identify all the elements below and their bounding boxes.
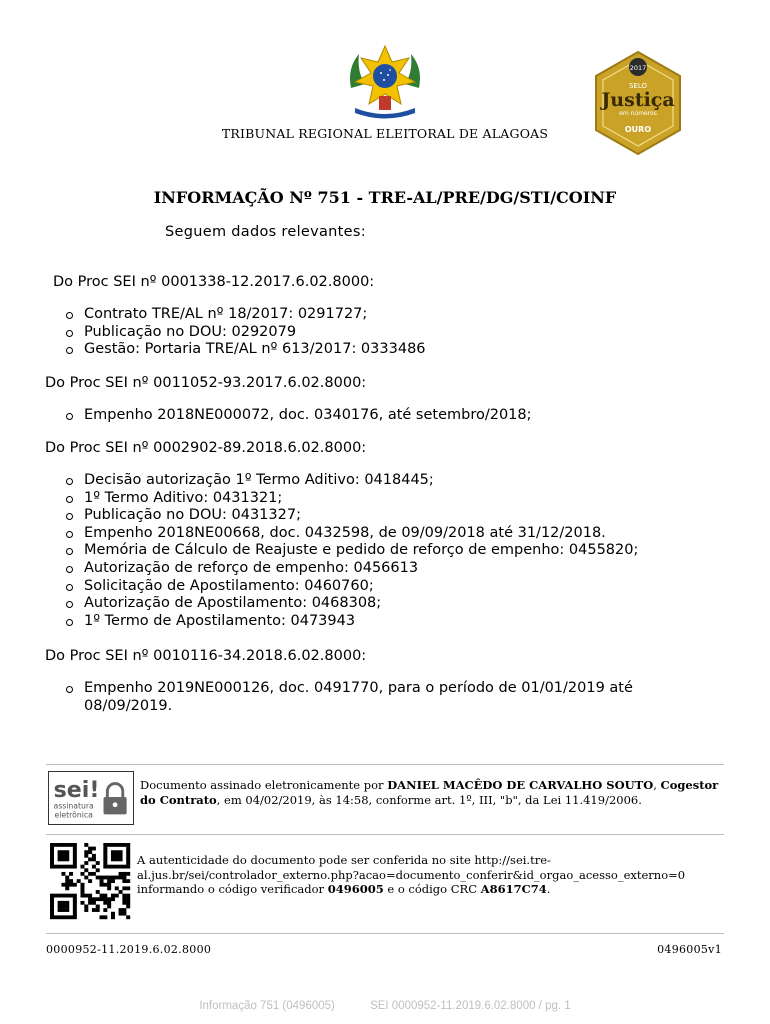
authenticity-text: A autenticidade do documento pode ser conferida no site http://sei.tre-al.jus.br/sei/controlador_externo.php?acao=documento_conferir&id_orgao_acesso_externo=0 informando o código verificador 0496005 e o código CRC A8617C74. (137, 853, 686, 896)
svg-text:SELO: SELO (628, 82, 648, 90)
section-list (62, 472, 638, 630)
list-item: Publicação no DOU: 0431327; (62, 507, 638, 525)
list-item: 1º Termo de Apostilamento: 0473943 (62, 613, 638, 631)
svg-text:sei!: sei! (53, 777, 100, 804)
section-heading: Do Proc SEI nº 0011052-93.2017.6.02.8000: (45, 375, 367, 391)
divider (46, 933, 724, 934)
svg-text:em números: em números (619, 110, 657, 117)
section-heading: Do Proc SEI nº 0010116-34.2018.6.02.8000: (45, 648, 367, 664)
list-item: Solicitação de Apostilamento: 0460760; (62, 578, 638, 596)
svg-text:Justiça: Justiça (601, 89, 675, 111)
list-item: Contrato TRE/AL nº 18/2017: 0291727; (62, 306, 426, 324)
verifier-code: 0496005 (327, 882, 384, 896)
process-number: 0000952-11.2019.6.02.8000 (46, 943, 212, 956)
svg-text:OURO: OURO (624, 125, 652, 134)
svg-text:eletrônica: eletrônica (54, 810, 93, 820)
list-item: Gestão: Portaria TRE/AL nº 613/2017: 0333486 (62, 341, 426, 359)
page-footer-process: SEI 0000952-11.2019.6.02.8000 / pg. 1 (370, 1000, 571, 1012)
page-footer (0, 1000, 770, 1012)
organization-name: TRIBUNAL REGIONAL ELEITORAL DE ALAGOAS (221, 126, 549, 141)
signer-role: Cogestor do Contrato (140, 778, 719, 807)
svg-text:2017: 2017 (629, 64, 647, 72)
list-item: Empenho 2018NE00668, doc. 0432598, de 09/09/2018 até 31/12/2018. (62, 525, 638, 543)
qr-code-icon (48, 842, 132, 922)
list-item: Autorização de reforço de empenho: 0456613 (62, 560, 638, 578)
sei-assinatura-eletronica-logo-icon (48, 771, 134, 825)
crc-code: A8617C74 (480, 882, 547, 896)
list-item: Autorização de Apostilamento: 0468308; (62, 595, 638, 613)
list-item: Empenho 2018NE000072, doc. 0340176, até setembro/2018; (62, 407, 532, 425)
document-version: 0496005v1 (657, 943, 722, 956)
list-item: Memória de Cálculo de Reajuste e pedido de reforço de empenho: 0455820; (62, 542, 638, 560)
divider (46, 834, 724, 835)
signature-text: Documento assinado eletronicamente por DANIEL MACÊDO DE CARVALHO SOUTO, Cogestor do Contrato, em 04/02/2019, às 14:58, conforme art. 1º, III, "b", da Lei 11.419/2006. (140, 778, 719, 807)
section-heading: Do Proc SEI nº 0001338-12.2017.6.02.8000: (53, 274, 375, 290)
section-heading: Do Proc SEI nº 0002902-89.2018.6.02.8000: (45, 440, 367, 456)
section-list (62, 407, 532, 425)
list-item: Publicação no DOU: 0292079 (62, 324, 426, 342)
list-item: Empenho 2019NE000126, doc. 0491770, para o período de 01/01/2019 até 08/09/2019. (62, 680, 702, 715)
signer-name: DANIEL MACÊDO DE CARVALHO SOUTO (387, 778, 654, 792)
page-footer-document: Informação 751 (0496005) (199, 1000, 335, 1012)
divider (46, 764, 724, 765)
section-list (62, 680, 702, 715)
brasao-coat-of-arms-icon (345, 44, 425, 120)
section-list (62, 306, 426, 359)
document-title: INFORMAÇÃO Nº 751 - TRE-AL/PRE/DG/STI/COINF (153, 188, 617, 207)
svg-text:assinatura: assinatura (53, 801, 94, 811)
intro-text: Seguem dados relevantes: (165, 224, 366, 240)
list-item: Decisão autorização 1º Termo Aditivo: 0418445; (62, 472, 638, 490)
list-item: 1º Termo Aditivo: 0431321; (62, 490, 638, 508)
